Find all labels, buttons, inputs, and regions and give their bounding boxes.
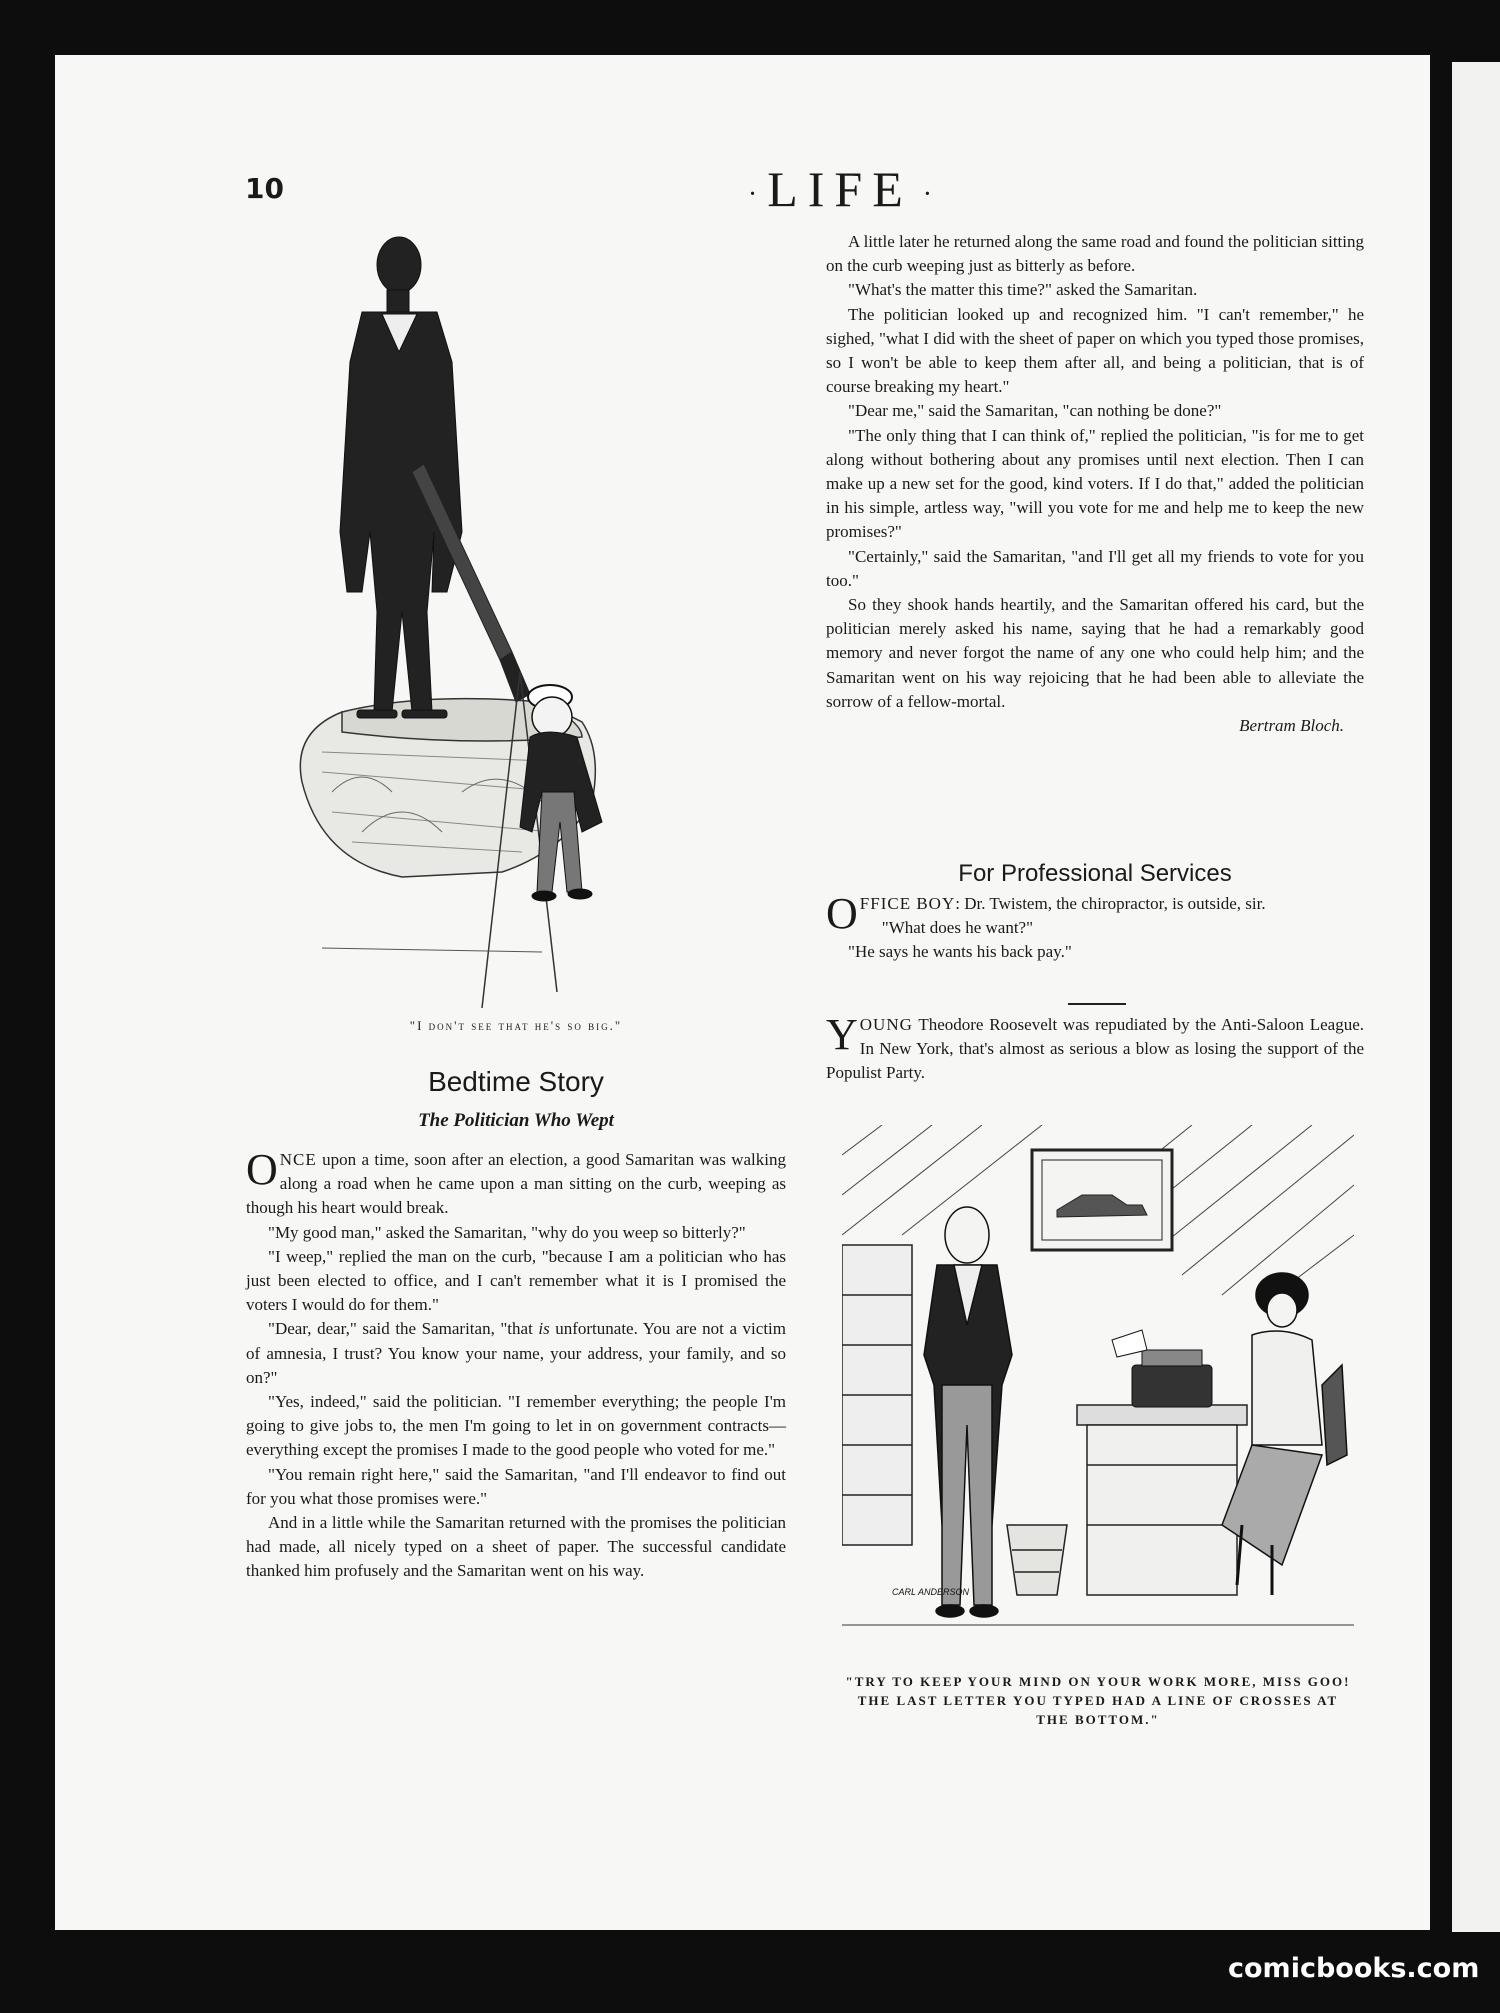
paragraph: "What's the matter this time?" asked the Samaritan.	[848, 280, 1198, 300]
paragraph: So they shook hands heartily, and the Samaritan offered his card, but the politician merely asked his name, saying that he had a remarkably good memory and never forgot the name of any one who could help him; and the Samaritan went on his way rejoicing that he had been able to alleviate the sorrow of a fellow-mortal.	[826, 595, 1364, 711]
paragraph: "He says he wants his back pay."	[848, 942, 1072, 962]
paragraph-text: "Dear, dear," said the Samaritan, "that	[268, 1319, 539, 1339]
paragraph: The politician looked up and recognized him. "I can't remember," he sighed, "what I did with the sheet of paper on which you typed those promises, so I won't be able to keep them after all, and being a politician, that is of course breaking my heart."	[826, 304, 1364, 397]
framed-picture	[1032, 1150, 1172, 1250]
page-number: 10	[245, 172, 284, 205]
paragraph: "You remain right here," said the Samaritan, "and I'll endeavor to find out for you what those promises were."	[246, 1464, 786, 1508]
paragraph-text: unfortunate. You are not a victim of amnesia, I trust? You know your name, your address, your family, and so on?"	[246, 1319, 786, 1387]
wastebasket	[1007, 1525, 1067, 1595]
lead-word: NCE	[279, 1150, 317, 1169]
masthead-title: LIFE	[767, 161, 913, 217]
roosevelt-paragraph	[826, 1010, 1364, 1086]
paragraph-text: upon a time, soon after an election, a good Samaritan was walking along a road when he came upon a man sitting on the curb, weeping as though his heart would break.	[246, 1150, 786, 1218]
paragraph: "Yes, indeed," said the politician. "I remember everything; the people I'm going to give jobs to, the men I'm going to let in on government contracts—everything except the promises I made to the good people who voted for me."	[246, 1392, 786, 1460]
paragraph: "What does he want?"	[881, 918, 1034, 938]
page-gutter	[1438, 55, 1452, 1935]
paragraph-text: Theodore Roosevelt was repudiated by the Anti-Saloon League. In New York, that's almost as serious a blow as losing the support of the Populist Party.	[826, 1015, 1364, 1083]
professional-services-body	[826, 889, 1364, 965]
desk	[1077, 1405, 1247, 1595]
small-man-figure	[520, 685, 602, 901]
bedtime-story-body	[246, 1145, 786, 1584]
paragraph: "Certainly," said the Samaritan, "and I'll get all my friends to vote for you too."	[826, 546, 1364, 590]
emphasis: is	[538, 1319, 550, 1339]
paragraph-text: : Dr. Twistem, the chiropractor, is outside, sir.	[955, 894, 1266, 913]
secretary-figure	[1222, 1273, 1347, 1595]
statue-cartoon-illustration	[262, 232, 792, 1008]
professional-services-title: For Professional Services	[958, 860, 1232, 887]
statue-figure	[340, 237, 462, 718]
masthead	[640, 160, 1040, 218]
site-watermark: comicbooks.com	[1228, 1953, 1480, 1984]
typewriter	[1112, 1330, 1212, 1407]
drop-cap: O	[246, 1145, 278, 1194]
boss-figure	[924, 1207, 1012, 1617]
office-cartoon-caption: "TRY TO KEEP YOUR MIND ON YOUR WORK MORE, MISS GOO! THE LAST LETTER YOU TYPED HAD A LINE OF CROSSES AT THE BOTTOM."	[845, 1674, 1351, 1727]
artist-signature: CARL ANDERSON	[892, 1587, 970, 1597]
bedtime-story-continued	[826, 230, 1364, 738]
paragraph: "I weep," replied the man on the curb, "because I am a politician who has just been elected to office, and I can't remember what it is I promised the voters I would do for them."	[246, 1246, 786, 1315]
paragraph: A little later he returned along the same road and found the politician sitting on the curb weeping just as bitterly as before.	[826, 232, 1364, 276]
drop-cap: O	[826, 889, 858, 938]
lead-word: FFICE BOY	[859, 894, 956, 913]
paragraph: "My good man," asked the Samaritan, "why do you weep so bitterly?"	[268, 1222, 746, 1242]
paragraph: And in a little while the Samaritan returned with the promises the politician had made, all nicely typed on a sheet of paper. The successful candidate thanked him profusely and the Samaritan went on his way.	[246, 1513, 786, 1581]
next-page-edge	[1452, 62, 1500, 1932]
paragraph	[246, 1145, 786, 1221]
paragraph	[246, 1317, 786, 1390]
masthead-dot-left: ·	[747, 178, 758, 210]
author-signature: Bertram Bloch.	[1239, 716, 1344, 736]
section-divider	[1068, 1003, 1126, 1005]
bedtime-story-title: Bedtime Story	[428, 1066, 604, 1097]
lead-word: OUNG	[859, 1015, 913, 1034]
paragraph: "Dear me," said the Samaritan, "can nothing be done?"	[848, 401, 1222, 421]
drop-cap: Y	[826, 1010, 858, 1059]
bedtime-story-subtitle: The Politician Who Wept	[418, 1110, 614, 1131]
filing-cabinet	[842, 1245, 912, 1545]
paragraph: "The only thing that I can think of," replied the politician, "is for me to get along without bothering about any promises until next election. Then I can make up a new set for the good, kind voters. If I do that," added the politician in his simple, artless way, "will you vote for me and help me to keep the new promises?"	[826, 425, 1364, 542]
office-cartoon-illustration	[842, 1125, 1354, 1662]
masthead-dot-right: ·	[922, 178, 933, 210]
paragraph	[826, 1010, 1364, 1086]
statue-cartoon-caption: "I don't see that he's so big."	[409, 1018, 623, 1033]
